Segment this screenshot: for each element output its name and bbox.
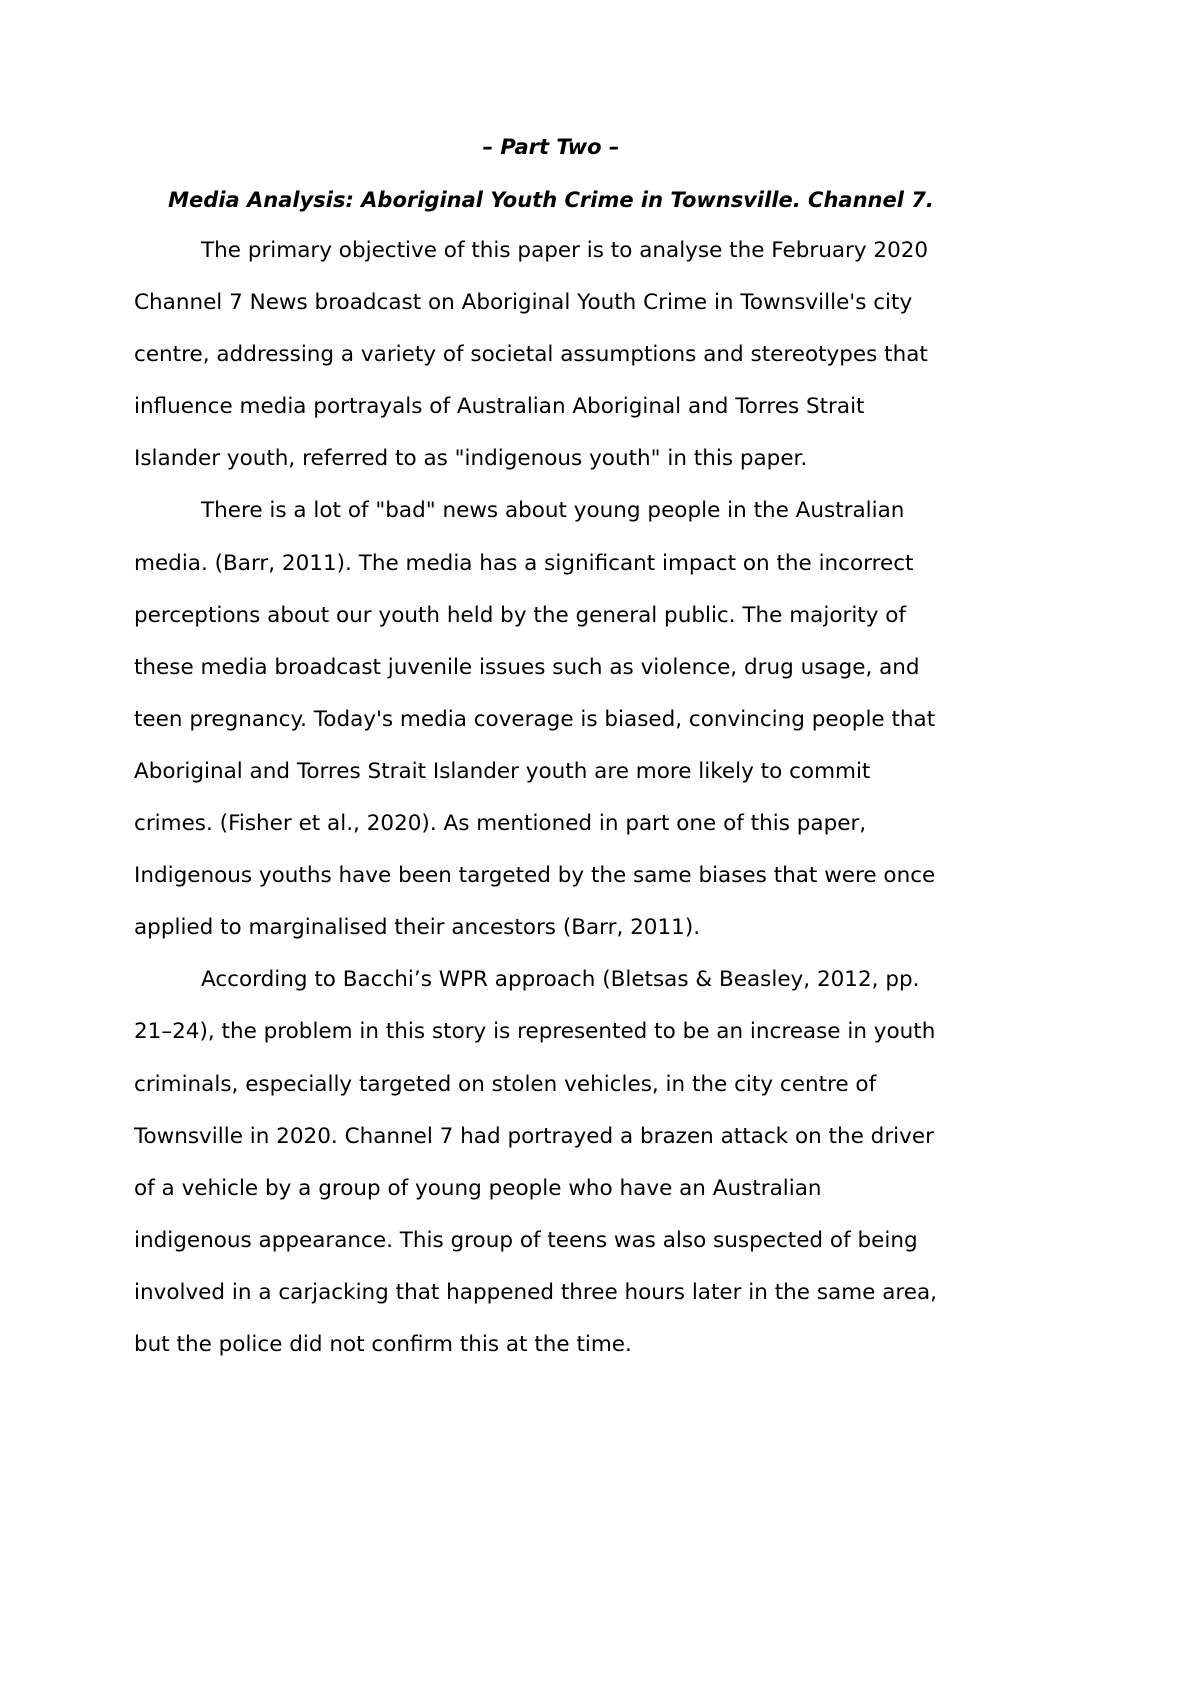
paragraph-line: teen pregnancy. Today's media coverage is biased, convincing people that [134,706,936,732]
paragraph-line: influence media portrayals of Australian Aboriginal and Torres Strait [134,394,865,420]
paragraph-line: The primary objective of this paper is to analyse the February 2020 [201,238,929,263]
paragraph-line: Townsville in 2020. Channel 7 had portrayed a brazen attack on the driver [134,1123,934,1149]
paragraph-line: these media broadcast juvenile issues such as violence, drug usage, and [134,654,920,680]
paragraph-line: Indigenous youths have been targeted by the same biases that were once [134,863,936,889]
paragraph-line: but the police did not confirm this at the time. [134,1331,632,1357]
document-heading: Media Analysis: Aboriginal Youth Crime in Townsville. Channel 7. [168,188,934,212]
document-body [134,225,994,1371]
paragraph-line: Channel 7 News broadcast on Aboriginal Youth Crime in Townsville's city [134,290,913,316]
paragraph-line: media. (Barr, 2011). The media has a significant impact on the incorrect [134,550,914,576]
paragraph-line: Islander youth, referred to as "indigenous youth" in this paper. [134,446,808,472]
paragraph-line: involved in a carjacking that happened three hours later in the same area, [134,1279,938,1305]
paragraph-line: applied to marginalised their ancestors (Barr, 2011). [134,915,701,941]
paragraph-line: There is a lot of "bad" news about young people in the Australian [201,498,905,524]
paragraph [134,954,994,1371]
paragraph-line: centre, addressing a variety of societal assumptions and stereotypes that [134,342,928,368]
paragraph-line: perceptions about our youth held by the general public. The majority of [134,602,907,628]
paragraph [134,485,994,954]
paragraph-line: 21–24), the problem in this story is represented to be an increase in youth [134,1019,936,1045]
paragraph-line: According to Bacchi’s WPR approach (Bletsas & Beasley, 2012, pp. [201,967,920,993]
paragraph-line: of a vehicle by a group of young people who have an Australian [134,1175,822,1201]
paragraph-line: criminals, especially targeted on stolen vehicles, in the city centre of [134,1071,877,1097]
part-title: – Part Two – [482,135,620,159]
paragraph [134,225,994,485]
paragraph-line: indigenous appearance. This group of teens was also suspected of being [134,1227,918,1253]
paragraph-line: crimes. (Fisher et al., 2020). As mentioned in part one of this paper, [134,811,867,837]
paragraph-line: Aboriginal and Torres Strait Islander youth are more likely to commit [134,758,871,784]
